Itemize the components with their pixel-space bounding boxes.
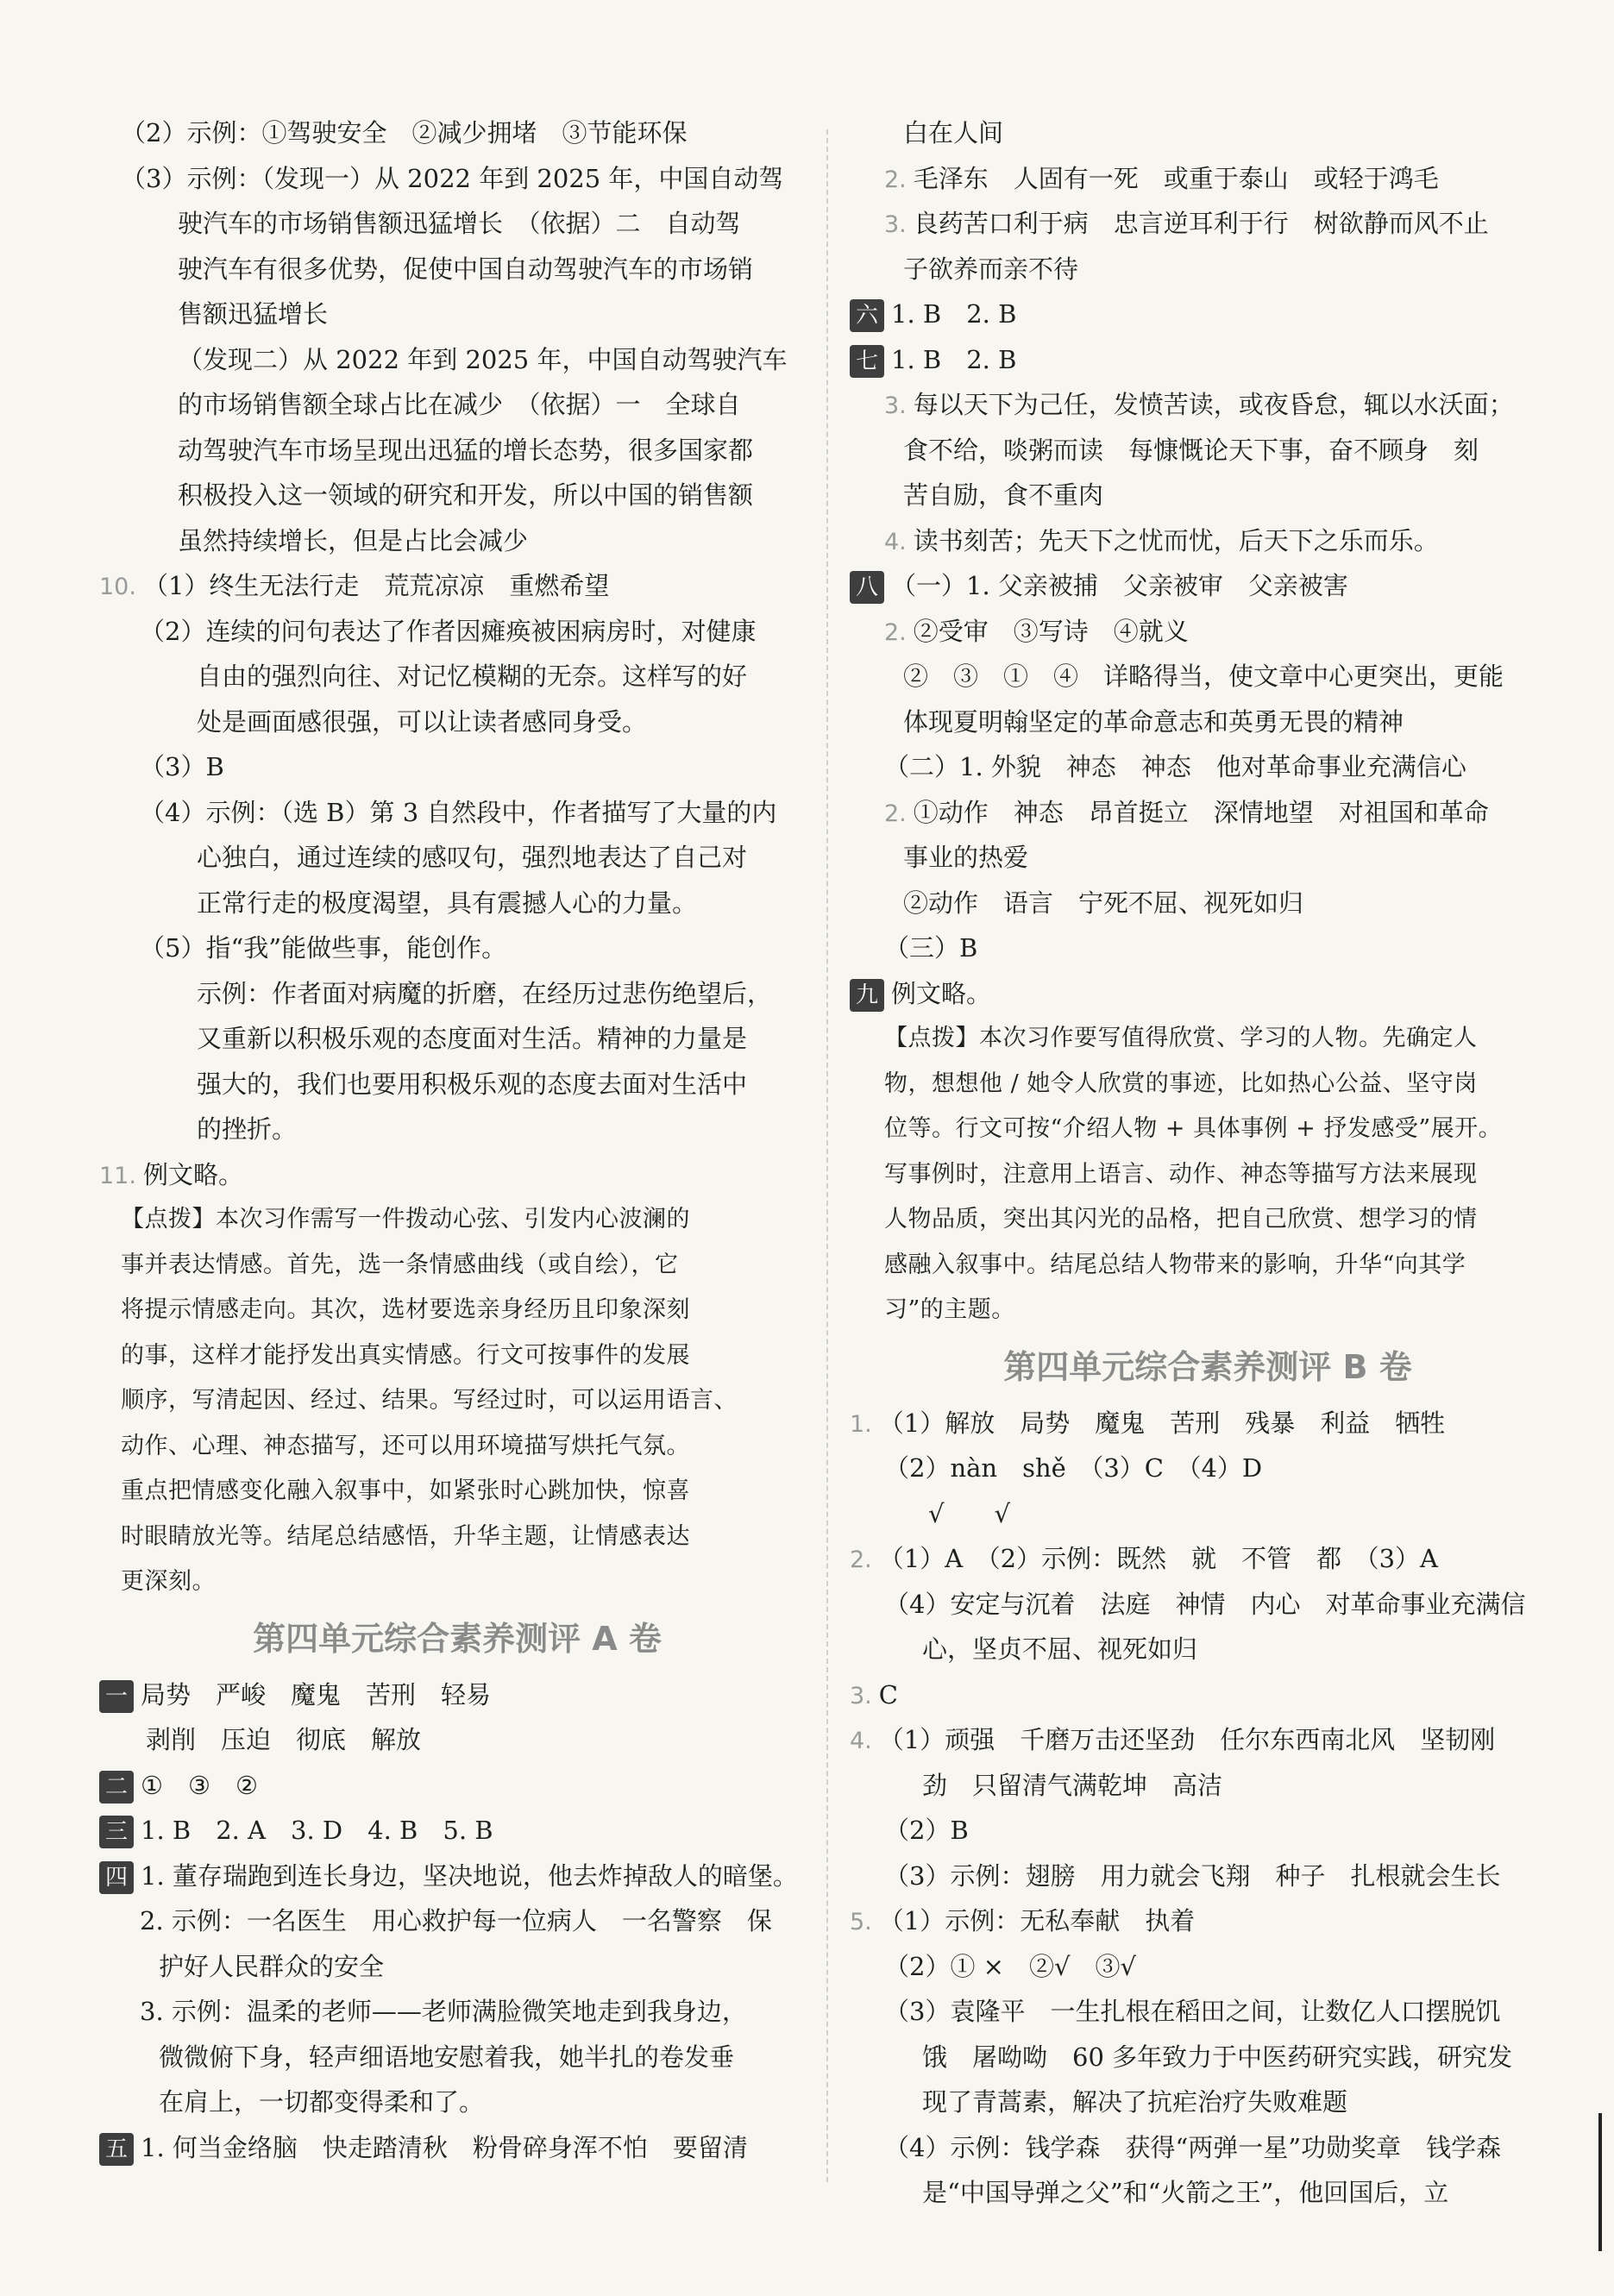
answer-text: 例文略。 [891,978,992,1008]
answer-text: 强大的，我们也要用积极乐观的态度去面对生活中 [197,1069,748,1099]
answer-line [850,382,1566,428]
question-number: 2. [850,1546,872,1573]
answer-text: 毛泽东 人固有一死 或重于泰山 或轻于鸿毛 [913,163,1439,193]
answer-text: 剥削 压迫 彻底 解放 [121,1725,422,1754]
answer-text: 良药苦口利于病 忠言逆耳利于行 树欲静而风不止 [913,209,1489,238]
answer-text: 又重新以积极乐观的态度面对生活。精神的力量是 [197,1024,748,1053]
answer-text: 习”的主题。 [884,1296,1015,1323]
answer-text: 1. B 2. B [891,344,1017,374]
answer-text: （2）B [884,1816,969,1845]
answer-line [850,473,1566,518]
section-heading: 第四单元综合素养测评 B 卷 [1003,1347,1412,1386]
answer-line [850,881,1566,926]
answer-text: 在肩上，一切都变得柔和了。 [159,2087,485,2117]
answer-text: （三）B [884,933,978,963]
answer-text: 感融入叙事中。结尾总结人物带来的影响，升华“向其学 [884,1251,1466,1278]
answer-line [99,2125,811,2171]
answer-text: 局势 严峻 魔鬼 苦刑 轻易 [141,1679,492,1709]
answer-text: 例文略。 [142,1159,243,1189]
answer-text: （2）连续的问句表达了作者因瘫痪被困病房时，对健康 [140,616,757,646]
answer-text: 人物品质，突出其闪光的品格，把自己欣赏、想学习的情 [884,1206,1478,1233]
answer-line [850,1152,1566,1198]
answer-line [104,1559,811,1605]
answer-line [850,654,1566,699]
answer-text: 自由的强烈向往、对记忆模糊的无奈。这样写的好 [197,662,748,691]
answer-line [850,2035,1566,2080]
answer-text: （4）安定与沉着 法庭 神情 内心 对革命事业充满信 [884,1589,1526,1619]
answer-line [850,1582,1566,1628]
answer-text: （2）nàn shě （3）C （4）D [884,1453,1263,1483]
answer-text: ②受审 ③写诗 ④就义 [913,616,1189,646]
answer-text: ② ③ ① ④ 详略得当，使文章中心更突出，更能 [903,662,1504,691]
answer-line [104,1197,811,1243]
answer-text: ① ③ ② [141,1770,258,1800]
answer-line [99,1672,811,1718]
section-number-badge: 二 [99,1771,134,1804]
column-divider [826,129,828,2182]
question-number: 2. [884,618,907,646]
section-number-badge: 一 [99,1680,134,1713]
answer-line [104,1424,811,1470]
answer-text: ①动作 神态 昂首挺立 深情地望 对祖国和革命 [913,797,1489,827]
question-number: 1. [850,1410,872,1438]
answer-line [850,292,1566,337]
answer-text: 1. B 2. A 3. D 4. B 5. B [141,1816,493,1845]
answer-text: 苦自励，食不重肉 [903,480,1104,510]
answer-line [850,609,1566,655]
answer-text: 的事，这样才能抒发出真实情感。行文可按事件的发展 [121,1341,690,1369]
answer-line [850,1989,1566,2035]
answer-line [104,1288,811,1333]
answer-line [850,2080,1566,2125]
answer-line [850,1401,1566,1446]
answer-text: 动驾驶汽车市场呈现出迅猛的增长态势，很多国家都 [178,435,754,465]
answer-text: 是“中国导弹之父”和“火箭之王”，他回国后，立 [922,2178,1449,2207]
answer-line [850,1672,1566,1718]
answer-line [850,337,1566,383]
answer-line [104,790,811,836]
answer-line [99,1808,811,1854]
answer-text: （5）指“我”能做些事，能创作。 [140,933,507,963]
answer-text: 2. 示例：一名医生 用心救护每一位病人 一名警察 保 [140,1906,772,1935]
answer-text: （1）示例：无私奉献 执着 [878,1906,1196,1935]
answer-line [104,1989,811,2035]
answer-text: 事业的热爱 [903,843,1029,872]
answer-line [850,1536,1566,1582]
answer-text: 现了青蒿素，解决了抗疟治疗失败难题 [922,2087,1348,2117]
answer-text: 微微俯下身，轻声细语地安慰着我，她半扎的卷发垂 [159,2042,735,2072]
answer-line [104,1062,811,1107]
answer-line [850,1288,1566,1333]
answer-text: 物，想想他 / 她令人欣赏的事迹，比如热心公益、坚守岗 [884,1070,1478,1097]
answer-line [850,428,1566,474]
answer-line [104,1016,811,1062]
section-number-badge: 七 [850,345,884,378]
section-number-badge: 九 [850,979,884,1012]
answer-text: （3）示例：翅膀 用力就会飞翔 种子 扎根就会生长 [884,1860,1501,1891]
answer-text: （4）示例：（选 B）第 3 自然段中，作者描写了大量的内 [140,797,777,827]
answer-line [104,1243,811,1289]
answer-line [104,1944,811,1990]
section-number-badge: 四 [99,1861,134,1894]
answer-text: 白在人间 [903,118,1004,147]
answer-text: 劲 只留清气满乾坤 高洁 [922,1770,1223,1800]
right-column [850,110,1566,2216]
answer-text: 写事例时，注意用上语言、动作、神态等描写方法来展现 [884,1160,1478,1188]
answer-line [850,1808,1566,1854]
answer-line [104,1378,811,1424]
answer-line [850,1107,1566,1152]
answer-line [850,563,1566,609]
answer-line [850,835,1566,881]
answer-line [850,1016,1566,1062]
answer-line [850,790,1566,836]
answer-line [104,1107,811,1152]
answer-text: （二）1. 外貌 神态 神态 他对革命事业充满信心 [884,752,1466,781]
answer-text: 心独白，通过连续的感叹句，强烈地表达了自己对 [197,843,748,872]
answer-line [104,1333,811,1379]
answer-text: C [878,1679,898,1709]
answer-text: 虽然持续增长，但是占比会减少 [178,525,529,555]
answer-line [850,156,1566,202]
answer-line [104,1717,811,1763]
answer-line [104,292,811,337]
answer-text: 售额迅猛增长 [178,299,329,329]
answer-text: 的市场销售额全球占比在减少 （依据）一 全球自 [178,390,741,419]
answer-line [104,881,811,926]
section-number-badge: 八 [850,571,884,604]
answer-text: 将提示情感走向。其次，选材要选亲身经历且印象深刻 [121,1296,690,1323]
answer-text: （1）终生无法行走 荒荒凉凉 重燃希望 [142,571,610,600]
answer-line [99,563,811,609]
answer-text: 积极投入这一领域的研究和开发，所以中国的销售额 [178,480,754,510]
answer-text: （2）示例：①驾驶安全 ②减少拥堵 ③节能环保 [121,118,688,147]
answer-line [850,1898,1566,1944]
answer-line [104,247,811,292]
section-number-badge: 三 [99,1816,134,1848]
question-number: 11. [99,1162,136,1189]
answer-line [850,1243,1566,1289]
answer-line [850,925,1566,971]
answer-text: √ √ [903,1498,1010,1528]
answer-line [99,1854,811,1899]
answer-line [850,247,1566,292]
answer-line [850,1491,1566,1537]
answer-text: 1. B 2. B [891,299,1017,329]
answer-text: 驶汽车有很多优势，促使中国自动驾驶汽车的市场销 [178,254,754,284]
answer-line [104,473,811,518]
answer-text: 饿 屠呦呦 60 多年致力于中医药研究实践，研究发 [922,2042,1513,2072]
answer-line [850,971,1566,1017]
answer-line [104,337,811,383]
answer-line [850,1944,1566,1990]
answer-text: （发现二）从 2022 年到 2025 年，中国自动驾驶汽车 [178,344,788,374]
answer-line [104,382,811,428]
answer-line [850,2125,1566,2171]
answer-text: ②动作 语言 宁死不屈、视死如归 [903,888,1304,918]
answer-text: 的挫折。 [197,1114,298,1144]
answer-text: （1）解放 局势 魔鬼 苦刑 残暴 利益 牺牲 [878,1408,1446,1438]
answer-line [104,1469,811,1515]
answer-text: 时眼睛放光等。结尾总结感悟，升华主题，让情感表达 [121,1522,690,1550]
answer-line [850,1763,1566,1809]
answer-line [850,1854,1566,1899]
answer-line [850,1197,1566,1243]
answer-text: 更深刻。 [121,1568,216,1595]
answer-line [99,1152,811,1198]
answer-line [850,201,1566,247]
answer-text: （1）A （2）示例：既然 就 不管 都 （3）A [878,1544,1439,1573]
answer-line [104,428,811,474]
section-heading: 第四单元综合素养测评 A 卷 [253,1619,662,1658]
answer-line [104,744,811,790]
answer-text: 食不给，啖粥而读 每慷慨论天下事，奋不顾身 刻 [903,435,1479,465]
answer-line [850,699,1566,745]
answer-text: 3. 示例：温柔的老师——老师满脸微笑地走到我身边， [140,1997,747,2026]
answer-text: 1. 董存瑞跑到连长身边，坚决地说，他去炸掉敌人的暗堡。 [141,1860,798,1891]
question-number: 4. [884,528,907,555]
answer-text: 子欲养而亲不待 [903,254,1079,284]
answer-line [850,2170,1566,2216]
answer-text: 每以天下为己任，发愤苦读，或夜昏怠，辄以水沃面； [913,390,1514,419]
answer-text: 体现夏明翰坚定的革命意志和英勇无畏的精神 [903,706,1404,737]
answer-text: （3）B [140,752,224,781]
answer-text: 事并表达情感。首先，选一条情感曲线（或自绘），它 [121,1251,679,1278]
answer-text: 【点拨】本次习作需写一件拨动心弦、引发内心波澜的 [121,1206,690,1233]
answer-text: 动作、心理、神态描写，还可以用环境描写烘托气氛。 [121,1432,690,1459]
answer-line [850,1062,1566,1107]
answer-text: 1. 何当金络脑 快走踏清秋 粉骨碎身浑不怕 要留清 [141,2132,748,2162]
answer-text: （一）1. 父亲被捕 父亲被审 父亲被害 [891,571,1348,600]
answer-text: 示例：作者面对病魔的折磨，在经历过悲伤绝望后， [197,978,773,1008]
answer-line [104,201,811,247]
question-number: 4. [850,1728,872,1754]
answer-text: 心，坚贞不屈、视死如归 [922,1634,1198,1664]
question-number: 3. [850,1682,872,1709]
answer-text: 正常行走的极度渴望，具有震撼人心的力量。 [197,888,698,918]
answer-line [850,1717,1566,1763]
section-number-badge: 五 [99,2133,134,2166]
answer-line [104,2035,811,2080]
question-number: 5. [850,1909,872,1935]
answer-line [104,835,811,881]
answer-text: 位等。行文可按“介绍人物 + 具体事例 + 抒发感受”展开。 [884,1115,1503,1142]
answer-text: （1）顽强 千磨万击还坚劲 任尔东西南北风 坚韧刚 [878,1725,1496,1754]
answer-line [104,110,811,156]
answer-text: （2）① × ②√ ③√ [884,1951,1136,1981]
answer-line [850,744,1566,790]
question-number: 10. [99,574,136,600]
answer-line [850,1627,1566,1672]
answer-line [104,925,811,971]
answer-text: （3）袁隆平 一生扎根在稻田之间，让数亿人口摆脱饥 [884,1997,1501,2026]
answer-line [99,1763,811,1809]
answer-line [104,156,811,202]
question-number: 2. [884,800,907,827]
answer-text: 【点拨】本次习作要写值得欣赏、学习的人物。先确定人 [884,1025,1478,1051]
section-number-badge: 六 [850,299,884,332]
question-number: 3. [884,211,907,238]
answer-text: 驶汽车的市场销售额迅猛增长 （依据）二 自动驾 [178,209,741,238]
answer-text: 重点把情感变化融入叙事中，如紧张时心跳加快，惊喜 [121,1477,690,1504]
answer-line [850,110,1566,156]
answer-line [104,518,811,564]
answer-line [104,609,811,655]
left-column [99,110,811,2170]
answer-line [850,1446,1566,1491]
answer-text: 读书刻苦；先天下之忧而忧，后天下之乐而乐。 [913,525,1439,555]
answer-line [104,2080,811,2125]
page-edge-mark [1598,2113,1602,2251]
answer-text: 顺序，写清起因、经过、结果。写经过时，可以运用语言、 [121,1387,738,1414]
answer-text: （3）示例：（发现一）从 2022 年到 2025 年，中国自动驾 [121,163,784,193]
answer-text: （4）示例：钱学森 获得“两弹一星”功勋奖章 钱学森 [884,2132,1502,2162]
answer-line [104,654,811,699]
answer-text: 护好人民群众的安全 [159,1951,385,1981]
answer-line [104,971,811,1017]
question-number: 3. [884,392,907,419]
question-number: 2. [884,166,907,193]
answer-text: 处是画面感很强，可以让读者感同身受。 [197,706,648,737]
answer-line [104,699,811,745]
answer-line [104,1515,811,1560]
answer-line [850,518,1566,564]
answer-line [104,1898,811,1944]
